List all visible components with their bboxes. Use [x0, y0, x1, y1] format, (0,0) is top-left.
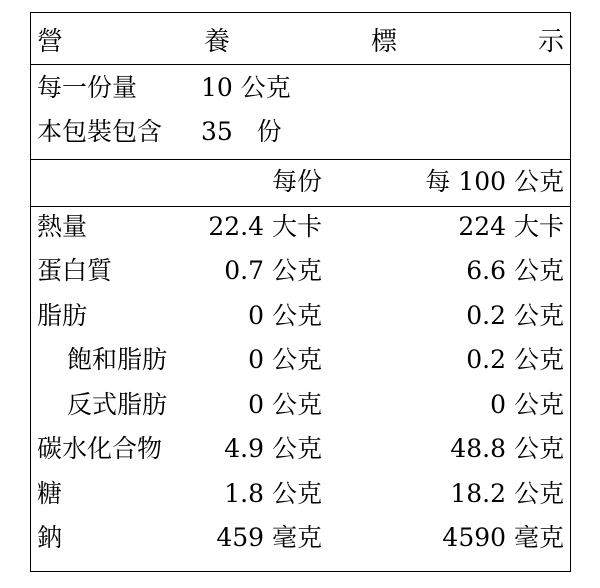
nutrient-per-serving-trans-fat: 0 公克 [248, 390, 322, 419]
title-char-1: 營 [37, 27, 64, 57]
nutrient-name-sugar: 糖 [37, 479, 63, 508]
nutrient-name-protein: 蛋白質 [37, 256, 113, 285]
servings-label: 本包裝包含 [37, 117, 163, 146]
nutrient-per-serving-sodium: 459 毫克 [216, 523, 322, 552]
nutrient-name-saturated-fat: 飽和脂肪 [67, 345, 168, 374]
nutrient-per-100g-protein: 6.6 公克 [466, 256, 564, 285]
nutrient-per-100g-sugar: 18.2 公克 [450, 479, 564, 508]
title-char-4: 示 [537, 27, 564, 57]
nutrient-name-fat: 脂肪 [37, 301, 88, 330]
divider-header [31, 206, 570, 207]
nutrient-name-energy: 熱量 [37, 212, 88, 241]
nutrient-name-sodium: 鈉 [37, 523, 63, 552]
title-char-2: 養 [203, 27, 230, 57]
divider-serving [31, 159, 570, 160]
nutrient-per-100g-carbohydrate: 48.8 公克 [450, 434, 564, 463]
nutrient-per-serving-fat: 0 公克 [248, 301, 322, 330]
nutrient-name-carbohydrate: 碳水化合物 [37, 434, 163, 463]
nutrient-per-serving-saturated-fat: 0 公克 [248, 345, 322, 374]
nutrient-per-serving-carbohydrate: 4.9 公克 [224, 434, 322, 463]
nutrient-per-serving-protein: 0.7 公克 [224, 256, 322, 285]
nutrient-per-serving-sugar: 1.8 公克 [224, 479, 322, 508]
label-title [37, 25, 564, 59]
per-serving-label: 每一份量 [37, 73, 138, 102]
column-header-per-100g: 每 100 公克 [425, 167, 564, 196]
nutrient-per-100g-saturated-fat: 0.2 公克 [466, 345, 564, 374]
servings-value: 35 份 [201, 117, 282, 146]
nutrient-per-100g-energy: 224 大卡 [458, 212, 564, 241]
divider-title [31, 64, 570, 65]
nutrient-per-100g-trans-fat: 0 公克 [490, 390, 564, 419]
nutrient-name-trans-fat: 反式脂肪 [67, 390, 168, 419]
nutrition-label [30, 12, 571, 572]
per-serving-value: 10 公克 [201, 73, 291, 102]
nutrient-per-serving-energy: 22.4 大卡 [208, 212, 322, 241]
title-char-3: 標 [370, 27, 397, 57]
column-header-per-serving: 每份 [271, 167, 322, 196]
nutrient-per-100g-sodium: 4590 毫克 [442, 523, 564, 552]
nutrient-per-100g-fat: 0.2 公克 [466, 301, 564, 330]
